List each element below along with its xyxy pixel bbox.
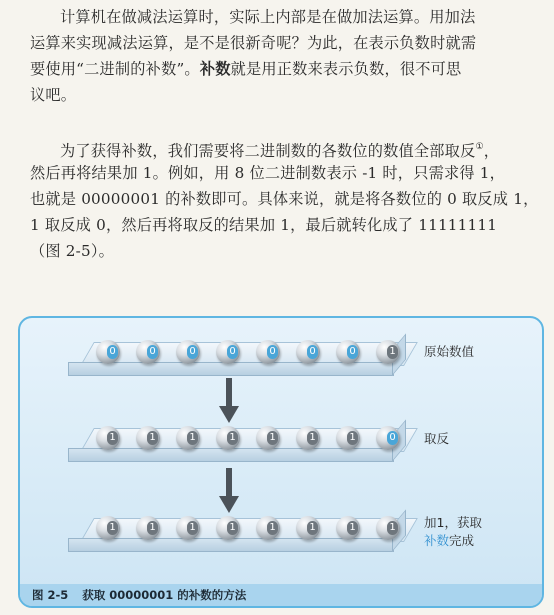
footnote-mark[interactable]: ① xyxy=(475,142,484,152)
row-label-complement xyxy=(424,514,482,550)
down-arrow-icon xyxy=(219,468,239,514)
paragraph-2-line: 然后再将结果加 1。例如，用 8 位二进制数表示 -1 时，只需求得 1， xyxy=(30,164,506,182)
bit-tray-original xyxy=(80,342,420,372)
bit-value: 0 xyxy=(387,431,398,445)
bit-value: 0 xyxy=(147,345,158,359)
paragraph-2-line: 也就是 00000001 的补数即可。具体来说，就是将各数位的 0 取反成 1， xyxy=(30,190,539,208)
tray-front xyxy=(68,448,394,462)
paragraph-2-line: （图 2-5）。 xyxy=(30,242,115,260)
paragraph-1-text: 就是用正数来表示负数，很不可思 xyxy=(230,60,462,78)
row-label-line: 原始数值 xyxy=(424,344,475,359)
row-label-line xyxy=(424,532,482,550)
bit-value: 1 xyxy=(107,431,118,445)
paragraph-1-line: 议吧。 xyxy=(30,86,77,104)
bit-value: 1 xyxy=(187,431,198,445)
figure-2-5 xyxy=(18,316,544,608)
bit-value: 1 xyxy=(227,521,238,535)
figure-caption xyxy=(20,584,542,606)
down-arrow-icon xyxy=(219,378,239,424)
bit-value: 1 xyxy=(307,521,318,535)
bit-value: 1 xyxy=(187,521,198,535)
figure-number: 图 2-5 xyxy=(32,588,69,602)
paragraph-2 xyxy=(30,134,539,264)
paragraph-2-text: ， xyxy=(483,142,500,160)
row-label-line: 取反 xyxy=(424,431,450,446)
bit-tray-inverted xyxy=(80,428,420,458)
bit-value: 0 xyxy=(307,345,318,359)
paragraph-1-line xyxy=(30,56,530,82)
bit-value: 0 xyxy=(107,345,118,359)
bit-value: 0 xyxy=(227,345,238,359)
paragraph-1 xyxy=(30,4,530,108)
accent-term: 补数 xyxy=(424,533,450,548)
paragraph-2-line: 1 取反成 0，然后再将取反的结果加 1，最后就转化成了 11111111 xyxy=(30,216,498,234)
row-label-inverted xyxy=(424,430,449,448)
row-label-line: 加1，获取 xyxy=(424,515,482,530)
bit-value: 1 xyxy=(267,431,278,445)
bit-value: 0 xyxy=(267,345,278,359)
bit-value: 1 xyxy=(387,521,398,535)
bit-value: 1 xyxy=(307,431,318,445)
bit-value: 1 xyxy=(227,431,238,445)
paragraph-2-text: 为了获得补数，我们需要将二进制数的各数位的数值全部取反 xyxy=(60,142,476,160)
bit-value: 1 xyxy=(387,345,398,359)
row-label-original xyxy=(424,343,474,361)
bit-value: 0 xyxy=(187,345,198,359)
bit-value: 1 xyxy=(347,521,358,535)
tray-front xyxy=(68,538,394,552)
tray-front xyxy=(68,362,394,376)
bit-value: 0 xyxy=(347,345,358,359)
bit-value: 1 xyxy=(147,431,158,445)
bit-value: 1 xyxy=(107,521,118,535)
paragraph-1-line: 计算机在做减法运算时，实际上内部是在做加法运算。用加法 xyxy=(60,8,476,26)
bit-value: 1 xyxy=(347,431,358,445)
figure-caption-text: 获取 00000001 的补数的方法 xyxy=(82,588,247,602)
paragraph-1-line: 运算来实现减法运算，是不是很新奇呢？为此，在表示负数时就需 xyxy=(30,34,477,52)
bit-value: 1 xyxy=(147,521,158,535)
bold-term: 补数 xyxy=(199,60,231,78)
paragraph-1-text: 要使用“二进制的补数”。 xyxy=(30,60,200,78)
row-label-text: 完成 xyxy=(449,533,475,548)
paragraph-2-line xyxy=(30,134,530,160)
bit-tray-complement xyxy=(80,518,420,548)
bit-value: 1 xyxy=(267,521,278,535)
